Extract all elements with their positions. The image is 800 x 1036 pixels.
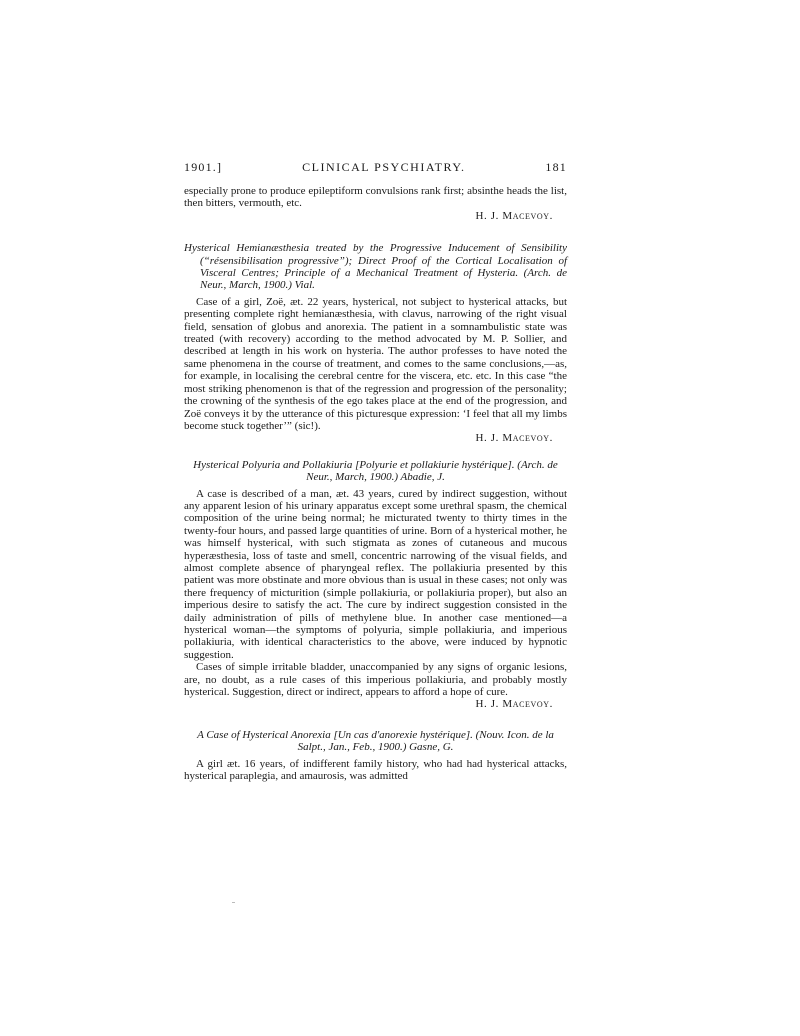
intro-text: especially prone to produce epileptiform convulsions rank first; absinthe heads the list, then bitters, vermouth, etc. [184,185,567,210]
article-heading-anorexia: A Case of Hysterical Anorexia [Un cas d'anorexie hystérique]. (Nouv. Icon. de la Salpt., Jan., Feb., 1900.) Gasne, G. [197,728,554,754]
running-header [184,160,567,175]
page [184,160,567,782]
article-signature-hemianaesthesia: H. J. Macevoy. [475,432,553,445]
article-heading-hemianaesthesia: Hysterical Hemianæsthesia treated by the Progressive Inducement of Sensibility (“résensibilisation progressive”); Direct Proof of the Cortical Localisation of Visceral Centres; Principle of a Mechanical Treatment of Hysteria. (Arch. de Neur., March, 1900.) Vial. [184,242,567,292]
article-body-polyuria-1: A case is described of a man, æt. 43 years, cured by indirect suggestion, without any apparent lesion of his urinary apparatus except some urethral spasm, the chemical composition of the urine being normal; he micturated twenty to thirty times in the twenty-four hours, and passed large quantities of urine. Born of a hysterical mother, he was himself hysterical, with such stigmata as zones of cutaneous and mucous hyperæsthesia, loss of taste and smell, concentric narrowing of the visual fields, and almost complete absence of pharyngeal reflex. The pollakiuria presented by this patient was more obstinate and more obvious than is usual in these cases; not only was there frequency of micturition (simple pollakiuria, or pollakiuria proper), but also an imperious desire to satisfy the act. The cure by indirect suggestion consisted in the daily administration of pills of methylene blue. In another case mentioned—a hysterical woman—the symptoms of polyuria, simple pollakiuria, and imperious pollakiuria, with identical characteristics to the above, were induced by hypnotic suggestion. [184,487,567,661]
header-title: CLINICAL PSYCHIATRY. [302,160,466,174]
article-heading-polyuria: Hysterical Polyuria and Pollakiuria [Polyurie et pollakiurie hystérique]. (Arch. de Neur., March, 1900.) Abadie, J. [193,458,558,484]
header-year: 1901.] [184,160,223,174]
article-body-polyuria-2: Cases of simple irritable bladder, unaccompanied by any signs of organic lesions, are, no doubt, as a rule cases of this imperious pollakiuria, and probably mostly hysterical. Suggestion, direct or indirect, appears to afford a hope of cure. [184,661,567,699]
page-number: 181 [545,160,567,174]
scan-speck [232,902,235,903]
article-body-hemianaesthesia: Case of a girl, Zoë, æt. 22 years, hysterical, not subject to hysterical attacks, but presenting complete right hemianæsthesia, with clavus, narrowing of the right visual field, sensation of globus and anorexia. The patient in a somnambulistic state was treated (with recovery) according to the method advocated by M. P. Sollier, and described at length in his work on hysteria. The author professes to have noted the same phenomena in the course of treatment, and comes to the same conclusions,—as, for example, in localising the cerebral centre for the viscera, etc. etc. In this case “the most striking phenomenon is that of the regression and progression of the personality; the crowning of the synthesis of the ego takes place at the end of the progression, and Zoë conveys it by the utterance of this picturesque expression: ‘I feel that all my limbs become stuck together’” (sic!). [184,295,567,432]
article-body-anorexia: A girl æt. 16 years, of indifferent family history, who had had hysterical attacks, hysterical paraplegia, and amaurosis, was admitted [184,757,567,783]
article-signature-polyuria: H. J. Macevoy. [475,698,553,711]
intro-signature: H. J. Macevoy. [475,209,553,222]
